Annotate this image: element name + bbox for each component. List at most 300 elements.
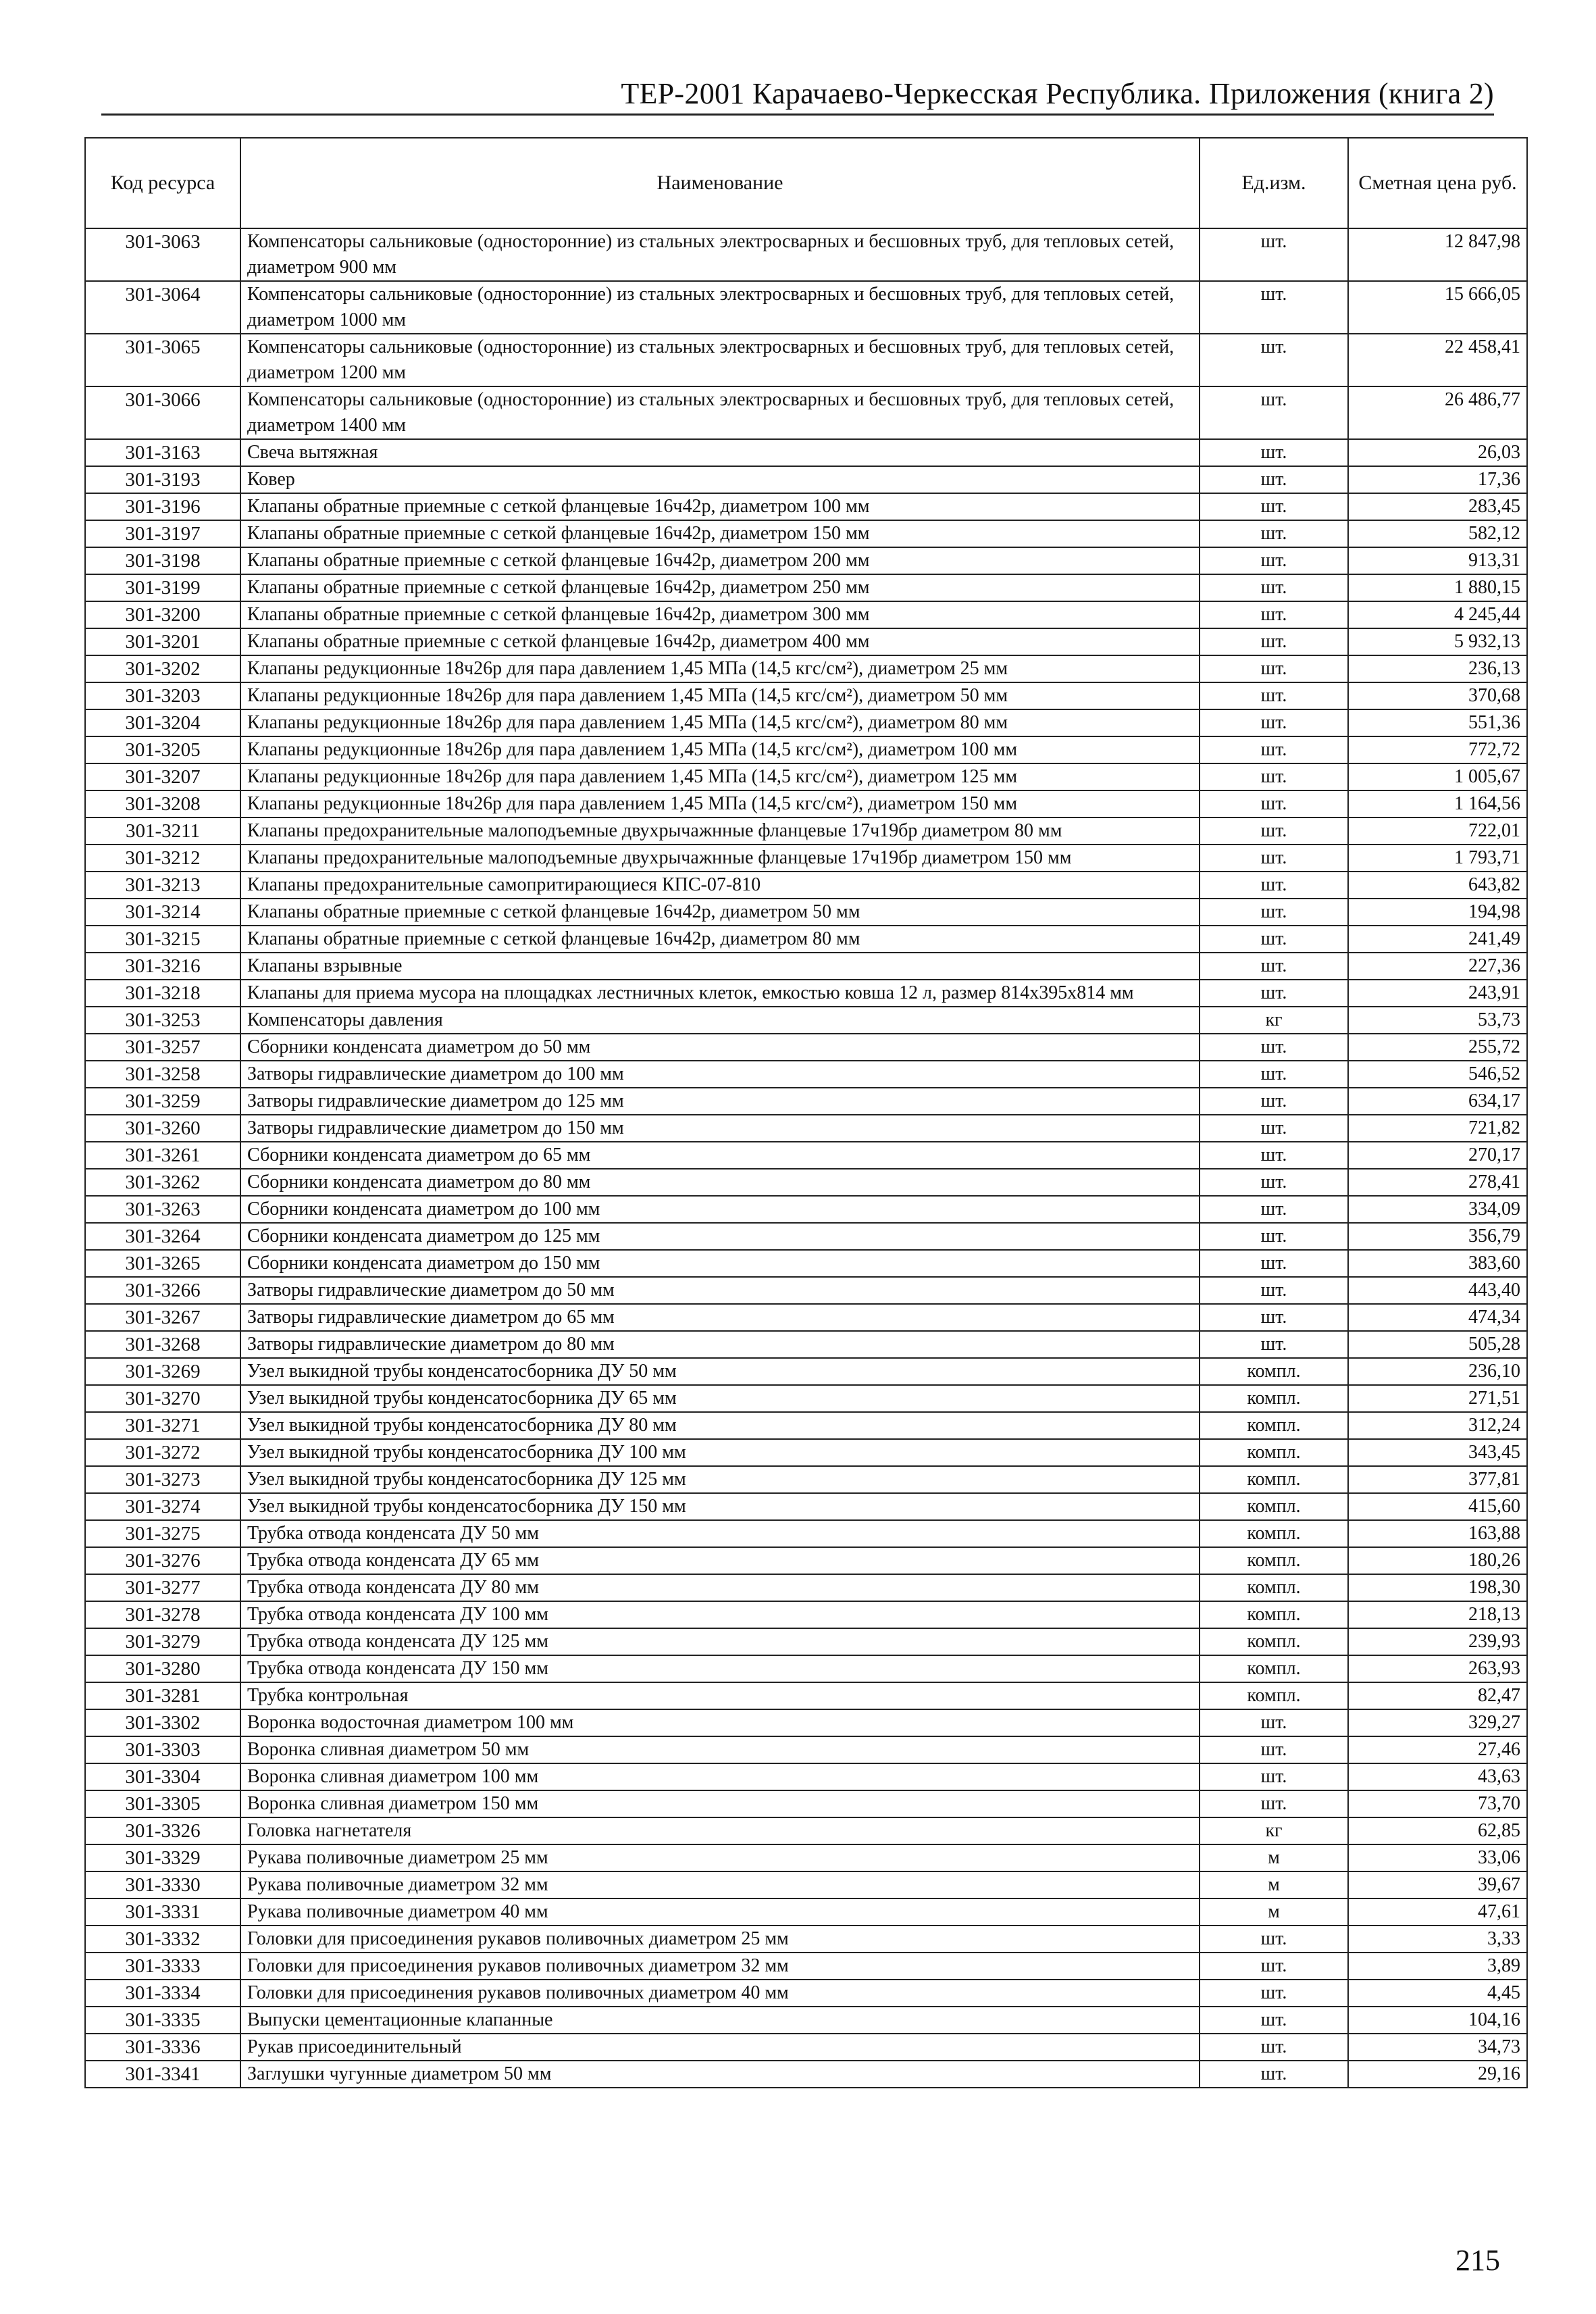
cell-name: Узел выкидной трубы конденсатосборника ДУ 80 мм: [240, 1412, 1200, 1439]
cell-code: 301-3261: [85, 1142, 240, 1169]
cell-unit: кг: [1200, 1817, 1348, 1844]
table-row: [85, 628, 1527, 655]
cell-code: 301-3212: [85, 845, 240, 872]
cell-price: 722,01: [1348, 818, 1527, 845]
cell-code: 301-3305: [85, 1790, 240, 1817]
cell-price: 4 245,44: [1348, 601, 1527, 628]
cell-unit: кг: [1200, 1007, 1348, 1034]
table-row: [85, 926, 1527, 953]
cell-price: 5 932,13: [1348, 628, 1527, 655]
table-row: [85, 899, 1527, 926]
cell-price: 47,61: [1348, 1898, 1527, 1926]
cell-unit: шт.: [1200, 1250, 1348, 1277]
cell-code: 301-3336: [85, 2034, 240, 2061]
table-row: [85, 1601, 1527, 1628]
cell-name: Затворы гидравлические диаметром до 50 мм: [240, 1277, 1200, 1304]
cell-code: 301-3303: [85, 1736, 240, 1763]
cell-name: Головки для присоединения рукавов поливочных диаметром 32 мм: [240, 1953, 1200, 1980]
table-row: [85, 1061, 1527, 1088]
cell-unit: шт.: [1200, 845, 1348, 872]
table-row: [85, 493, 1527, 520]
cell-unit: шт.: [1200, 1736, 1348, 1763]
cell-price: 283,45: [1348, 493, 1527, 520]
cell-unit: шт.: [1200, 281, 1348, 334]
cell-name: Клапаны редукционные 18ч26р для пара давлением 1,45 МПа (14,5 кгс/см²), диаметром 100 мм: [240, 736, 1200, 763]
cell-code: 301-3260: [85, 1115, 240, 1142]
cell-name: Трубка отвода конденсата ДУ 125 мм: [240, 1628, 1200, 1655]
cell-name: Клапаны обратные приемные с сеткой фланцевые 16ч42р, диаметром 150 мм: [240, 520, 1200, 547]
cell-name: Ковер: [240, 466, 1200, 493]
cell-unit: компл.: [1200, 1439, 1348, 1466]
table-row: [85, 1277, 1527, 1304]
cell-price: 343,45: [1348, 1439, 1527, 1466]
cell-unit: шт.: [1200, 790, 1348, 818]
cell-code: 301-3203: [85, 682, 240, 709]
cell-code: 301-3278: [85, 1601, 240, 1628]
cell-code: 301-3063: [85, 228, 240, 281]
cell-code: 301-3205: [85, 736, 240, 763]
cell-code: 301-3273: [85, 1466, 240, 1493]
cell-unit: шт.: [1200, 926, 1348, 953]
cell-unit: шт.: [1200, 980, 1348, 1007]
cell-price: 913,31: [1348, 547, 1527, 574]
cell-unit: шт.: [1200, 1277, 1348, 1304]
table-row: [85, 682, 1527, 709]
cell-code: 301-3264: [85, 1223, 240, 1250]
cell-unit: шт.: [1200, 872, 1348, 899]
cell-code: 301-3207: [85, 763, 240, 790]
cell-name: Трубка отвода конденсата ДУ 50 мм: [240, 1520, 1200, 1547]
cell-code: 301-3204: [85, 709, 240, 736]
cell-name: Трубка отвода конденсата ДУ 100 мм: [240, 1601, 1200, 1628]
cell-price: 43,63: [1348, 1763, 1527, 1790]
table-row: [85, 334, 1527, 386]
cell-name: Клапаны обратные приемные с сеткой фланцевые 16ч42р, диаметром 50 мм: [240, 899, 1200, 926]
cell-name: Рукава поливочные диаметром 25 мм: [240, 1844, 1200, 1871]
table-row: [85, 1871, 1527, 1898]
table-row: [85, 1628, 1527, 1655]
cell-name: Узел выкидной трубы конденсатосборника ДУ 100 мм: [240, 1439, 1200, 1466]
table-row: [85, 953, 1527, 980]
cell-code: 301-3304: [85, 1763, 240, 1790]
cell-name: Компенсаторы сальниковые (односторонние) из стальных электросварных и бесшовных труб, для тепловых сетей, диаметром 900 мм: [240, 228, 1200, 281]
cell-price: 377,81: [1348, 1466, 1527, 1493]
cell-unit: компл.: [1200, 1682, 1348, 1709]
cell-code: 301-3266: [85, 1277, 240, 1304]
cell-unit: шт.: [1200, 1196, 1348, 1223]
cell-price: 443,40: [1348, 1277, 1527, 1304]
cell-name: Воронка сливная диаметром 100 мм: [240, 1763, 1200, 1790]
cell-name: Клапаны редукционные 18ч26р для пара давлением 1,45 МПа (14,5 кгс/см²), диаметром 25 мм: [240, 655, 1200, 682]
cell-code: 301-3211: [85, 818, 240, 845]
cell-code: 301-3280: [85, 1655, 240, 1682]
cell-price: 236,13: [1348, 655, 1527, 682]
cell-name: Головка нагнетателя: [240, 1817, 1200, 1844]
cell-price: 26,03: [1348, 439, 1527, 466]
cell-price: 22 458,41: [1348, 334, 1527, 386]
cell-name: Головки для присоединения рукавов поливочных диаметром 40 мм: [240, 1980, 1200, 2007]
table-row: [85, 2034, 1527, 2061]
table-row: [85, 1763, 1527, 1790]
cell-code: 301-3332: [85, 1926, 240, 1953]
price-table-container: [84, 137, 1526, 2088]
cell-name: Компенсаторы сальниковые (односторонние) из стальных электросварных и бесшовных труб, для тепловых сетей, диаметром 1400 мм: [240, 386, 1200, 439]
cell-name: Затворы гидравлические диаметром до 150 мм: [240, 1115, 1200, 1142]
cell-name: Клапаны редукционные 18ч26р для пара давлением 1,45 МПа (14,5 кгс/см²), диаметром 150 мм: [240, 790, 1200, 818]
cell-unit: шт.: [1200, 1223, 1348, 1250]
cell-code: 301-3064: [85, 281, 240, 334]
cell-code: 301-3193: [85, 466, 240, 493]
table-row: [85, 1926, 1527, 1953]
column-header-code: Код ресурса: [85, 138, 240, 228]
cell-price: 82,47: [1348, 1682, 1527, 1709]
table-row: [85, 1953, 1527, 1980]
cell-name: Компенсаторы сальниковые (односторонние) из стальных электросварных и бесшовных труб, для тепловых сетей, диаметром 1000 мм: [240, 281, 1200, 334]
cell-unit: шт.: [1200, 763, 1348, 790]
cell-unit: компл.: [1200, 1655, 1348, 1682]
cell-unit: шт.: [1200, 1088, 1348, 1115]
cell-price: 643,82: [1348, 872, 1527, 899]
table-row: [85, 547, 1527, 574]
cell-code: 301-3196: [85, 493, 240, 520]
cell-price: 241,49: [1348, 926, 1527, 953]
cell-code: 301-3272: [85, 1439, 240, 1466]
cell-name: Заглушки чугунные диаметром 50 мм: [240, 2061, 1200, 2088]
cell-price: 721,82: [1348, 1115, 1527, 1142]
cell-unit: шт.: [1200, 2061, 1348, 2088]
table-row: [85, 655, 1527, 682]
table-row: [85, 1980, 1527, 2007]
cell-price: 4,45: [1348, 1980, 1527, 2007]
cell-price: 227,36: [1348, 953, 1527, 980]
cell-price: 73,70: [1348, 1790, 1527, 1817]
cell-name: Узел выкидной трубы конденсатосборника ДУ 125 мм: [240, 1466, 1200, 1493]
cell-unit: шт.: [1200, 1953, 1348, 1980]
cell-name: Узел выкидной трубы конденсатосборника ДУ 65 мм: [240, 1385, 1200, 1412]
cell-code: 301-3263: [85, 1196, 240, 1223]
cell-price: 62,85: [1348, 1817, 1527, 1844]
cell-code: 301-3331: [85, 1898, 240, 1926]
cell-code: 301-3201: [85, 628, 240, 655]
table-row: [85, 736, 1527, 763]
cell-code: 301-3329: [85, 1844, 240, 1871]
page-number: 215: [1456, 2244, 1500, 2277]
cell-code: 301-3275: [85, 1520, 240, 1547]
table-row: [85, 818, 1527, 845]
cell-code: 301-3258: [85, 1061, 240, 1088]
cell-code: 301-3199: [85, 574, 240, 601]
cell-code: 301-3216: [85, 953, 240, 980]
table-row: [85, 1709, 1527, 1736]
table-row: [85, 466, 1527, 493]
cell-code: 301-3334: [85, 1980, 240, 2007]
table-row: [85, 601, 1527, 628]
table-row: [85, 1385, 1527, 1412]
table-row: [85, 1412, 1527, 1439]
cell-code: 301-3281: [85, 1682, 240, 1709]
table-row: [85, 574, 1527, 601]
cell-name: Клапаны предохранительные малоподъемные двухрычажнные фланцевые 17ч19бр диаметром 80 мм: [240, 818, 1200, 845]
cell-unit: шт.: [1200, 1304, 1348, 1331]
cell-name: Компенсаторы сальниковые (односторонние) из стальных электросварных и бесшовных труб, для тепловых сетей, диаметром 1200 мм: [240, 334, 1200, 386]
cell-name: Воронка сливная диаметром 50 мм: [240, 1736, 1200, 1763]
table-row: [85, 1520, 1527, 1547]
cell-name: Рукав присоединительный: [240, 2034, 1200, 2061]
cell-price: 383,60: [1348, 1250, 1527, 1277]
cell-code: 301-3253: [85, 1007, 240, 1034]
cell-price: 239,93: [1348, 1628, 1527, 1655]
cell-unit: компл.: [1200, 1547, 1348, 1574]
cell-name: Воронка водосточная диаметром 100 мм: [240, 1709, 1200, 1736]
cell-unit: шт.: [1200, 1331, 1348, 1358]
cell-code: 301-3259: [85, 1088, 240, 1115]
cell-unit: м: [1200, 1844, 1348, 1871]
cell-unit: шт.: [1200, 1980, 1348, 2007]
cell-name: Узел выкидной трубы конденсатосборника ДУ 150 мм: [240, 1493, 1200, 1520]
cell-unit: шт.: [1200, 228, 1348, 281]
cell-price: 33,06: [1348, 1844, 1527, 1871]
table-row: [85, 1439, 1527, 1466]
cell-name: Клапаны для приема мусора на площадках лестничных клеток, емкостью ковша 12 л, размер 814х395х814 мм: [240, 980, 1200, 1007]
cell-price: 1 880,15: [1348, 574, 1527, 601]
cell-price: 551,36: [1348, 709, 1527, 736]
cell-unit: шт.: [1200, 520, 1348, 547]
cell-name: Клапаны редукционные 18ч26р для пара давлением 1,45 МПа (14,5 кгс/см²), диаметром 125 мм: [240, 763, 1200, 790]
cell-unit: компл.: [1200, 1520, 1348, 1547]
table-row: [85, 1358, 1527, 1385]
cell-code: 301-3279: [85, 1628, 240, 1655]
table-row: [85, 1574, 1527, 1601]
cell-price: 329,27: [1348, 1709, 1527, 1736]
table-row: [85, 980, 1527, 1007]
cell-price: 278,41: [1348, 1169, 1527, 1196]
table-header: [85, 138, 1527, 228]
cell-name: Клапаны обратные приемные с сеткой фланцевые 16ч42р, диаметром 100 мм: [240, 493, 1200, 520]
cell-unit: шт.: [1200, 2034, 1348, 2061]
cell-price: 17,36: [1348, 466, 1527, 493]
table-row: [85, 1304, 1527, 1331]
cell-price: 474,34: [1348, 1304, 1527, 1331]
cell-price: 634,17: [1348, 1088, 1527, 1115]
cell-name: Выпуски цементационные клапанные: [240, 2007, 1200, 2034]
cell-name: Клапаны обратные приемные с сеткой фланцевые 16ч42р, диаметром 200 мм: [240, 547, 1200, 574]
cell-unit: компл.: [1200, 1601, 1348, 1628]
cell-unit: шт.: [1200, 547, 1348, 574]
cell-price: 12 847,98: [1348, 228, 1527, 281]
cell-name: Сборники конденсата диаметром до 125 мм: [240, 1223, 1200, 1250]
cell-code: 301-3208: [85, 790, 240, 818]
cell-name: Сборники конденсата диаметром до 50 мм: [240, 1034, 1200, 1061]
cell-name: Затворы гидравлические диаметром до 125 мм: [240, 1088, 1200, 1115]
cell-code: 301-3213: [85, 872, 240, 899]
cell-price: 263,93: [1348, 1655, 1527, 1682]
cell-code: 301-3276: [85, 1547, 240, 1574]
cell-name: Рукава поливочные диаметром 32 мм: [240, 1871, 1200, 1898]
table-row: [85, 1493, 1527, 1520]
cell-name: Клапаны редукционные 18ч26р для пара давлением 1,45 МПа (14,5 кгс/см²), диаметром 80 мм: [240, 709, 1200, 736]
cell-name: Клапаны предохранительные самопритирающиеся КПС-07-810: [240, 872, 1200, 899]
table-row: [85, 386, 1527, 439]
table-row: [85, 1790, 1527, 1817]
cell-price: 356,79: [1348, 1223, 1527, 1250]
cell-price: 180,26: [1348, 1547, 1527, 1574]
cell-name: Сборники конденсата диаметром до 100 мм: [240, 1196, 1200, 1223]
table-row: [85, 1007, 1527, 1034]
table-row: [85, 1817, 1527, 1844]
table-row: [85, 845, 1527, 872]
cell-unit: м: [1200, 1871, 1348, 1898]
cell-price: 53,73: [1348, 1007, 1527, 1034]
cell-unit: компл.: [1200, 1466, 1348, 1493]
table-row: [85, 1466, 1527, 1493]
table-row: [85, 1331, 1527, 1358]
cell-code: 301-3270: [85, 1385, 240, 1412]
cell-price: 3,33: [1348, 1926, 1527, 1953]
cell-code: 301-3265: [85, 1250, 240, 1277]
cell-price: 255,72: [1348, 1034, 1527, 1061]
cell-unit: шт.: [1200, 466, 1348, 493]
cell-name: Клапаны обратные приемные с сеткой фланцевые 16ч42р, диаметром 80 мм: [240, 926, 1200, 953]
table-row: [85, 1898, 1527, 1926]
table-row: [85, 1844, 1527, 1871]
cell-code: 301-3268: [85, 1331, 240, 1358]
cell-name: Трубка отвода конденсата ДУ 80 мм: [240, 1574, 1200, 1601]
cell-code: 301-3333: [85, 1953, 240, 1980]
cell-price: 39,67: [1348, 1871, 1527, 1898]
table-row: [85, 1034, 1527, 1061]
cell-price: 312,24: [1348, 1412, 1527, 1439]
column-header-unit: Ед.изм.: [1200, 138, 1348, 228]
cell-unit: компл.: [1200, 1628, 1348, 1655]
cell-code: 301-3066: [85, 386, 240, 439]
cell-price: 236,10: [1348, 1358, 1527, 1385]
cell-code: 301-3335: [85, 2007, 240, 2034]
cell-unit: шт.: [1200, 1763, 1348, 1790]
table-row: [85, 1655, 1527, 1682]
cell-code: 301-3215: [85, 926, 240, 953]
cell-code: 301-3271: [85, 1412, 240, 1439]
table-row: [85, 1115, 1527, 1142]
cell-price: 415,60: [1348, 1493, 1527, 1520]
table-row: [85, 709, 1527, 736]
cell-unit: м: [1200, 1898, 1348, 1926]
cell-unit: шт.: [1200, 1926, 1348, 1953]
cell-code: 301-3274: [85, 1493, 240, 1520]
cell-price: 505,28: [1348, 1331, 1527, 1358]
cell-name: Трубка контрольная: [240, 1682, 1200, 1709]
cell-unit: компл.: [1200, 1412, 1348, 1439]
cell-price: 26 486,77: [1348, 386, 1527, 439]
table-row: [85, 1088, 1527, 1115]
cell-code: 301-3257: [85, 1034, 240, 1061]
cell-unit: шт.: [1200, 709, 1348, 736]
cell-unit: шт.: [1200, 1061, 1348, 1088]
table-row: [85, 790, 1527, 818]
cell-code: 301-3302: [85, 1709, 240, 1736]
table-row: [85, 1682, 1527, 1709]
cell-price: 15 666,05: [1348, 281, 1527, 334]
cell-unit: шт.: [1200, 736, 1348, 763]
cell-unit: шт.: [1200, 334, 1348, 386]
column-header-name: Наименование: [240, 138, 1200, 228]
table-row: [85, 228, 1527, 281]
price-table: [84, 137, 1528, 2088]
cell-price: 270,17: [1348, 1142, 1527, 1169]
cell-name: Компенсаторы давления: [240, 1007, 1200, 1034]
cell-name: Затворы гидравлические диаметром до 100 мм: [240, 1061, 1200, 1088]
table-row: [85, 1196, 1527, 1223]
cell-unit: шт.: [1200, 655, 1348, 682]
cell-name: Трубка отвода конденсата ДУ 150 мм: [240, 1655, 1200, 1682]
cell-unit: шт.: [1200, 1709, 1348, 1736]
cell-code: 301-3341: [85, 2061, 240, 2088]
cell-unit: компл.: [1200, 1493, 1348, 1520]
table-row: [85, 1547, 1527, 1574]
cell-price: 370,68: [1348, 682, 1527, 709]
cell-name: Клапаны взрывные: [240, 953, 1200, 980]
cell-code: 301-3277: [85, 1574, 240, 1601]
page-header: [101, 76, 1494, 116]
cell-price: 1 793,71: [1348, 845, 1527, 872]
cell-name: Сборники конденсата диаметром до 80 мм: [240, 1169, 1200, 1196]
table-row: [85, 763, 1527, 790]
cell-name: Затворы гидравлические диаметром до 65 мм: [240, 1304, 1200, 1331]
cell-price: 1 164,56: [1348, 790, 1527, 818]
cell-price: 198,30: [1348, 1574, 1527, 1601]
cell-unit: шт.: [1200, 818, 1348, 845]
cell-code: 301-3065: [85, 334, 240, 386]
cell-code: 301-3218: [85, 980, 240, 1007]
cell-name: Узел выкидной трубы конденсатосборника ДУ 50 мм: [240, 1358, 1200, 1385]
table-row: [85, 281, 1527, 334]
cell-code: 301-3269: [85, 1358, 240, 1385]
cell-code: 301-3200: [85, 601, 240, 628]
cell-price: 334,09: [1348, 1196, 1527, 1223]
cell-price: 104,16: [1348, 2007, 1527, 2034]
cell-name: Клапаны обратные приемные с сеткой фланцевые 16ч42р, диаметром 250 мм: [240, 574, 1200, 601]
cell-unit: шт.: [1200, 1142, 1348, 1169]
cell-name: Клапаны редукционные 18ч26р для пара давлением 1,45 МПа (14,5 кгс/см²), диаметром 50 мм: [240, 682, 1200, 709]
cell-code: 301-3267: [85, 1304, 240, 1331]
cell-unit: шт.: [1200, 682, 1348, 709]
cell-unit: компл.: [1200, 1358, 1348, 1385]
cell-name: Затворы гидравлические диаметром до 80 мм: [240, 1331, 1200, 1358]
cell-code: 301-3163: [85, 439, 240, 466]
table-row: [85, 1223, 1527, 1250]
cell-price: 194,98: [1348, 899, 1527, 926]
cell-price: 3,89: [1348, 1953, 1527, 1980]
cell-name: Клапаны обратные приемные с сеткой фланцевые 16ч42р, диаметром 300 мм: [240, 601, 1200, 628]
table-row: [85, 872, 1527, 899]
cell-code: 301-3198: [85, 547, 240, 574]
cell-name: Клапаны предохранительные малоподъемные двухрычажнные фланцевые 17ч19бр диаметром 150 мм: [240, 845, 1200, 872]
cell-code: 301-3262: [85, 1169, 240, 1196]
cell-price: 1 005,67: [1348, 763, 1527, 790]
cell-price: 218,13: [1348, 1601, 1527, 1628]
cell-name: Сборники конденсата диаметром до 65 мм: [240, 1142, 1200, 1169]
cell-name: Трубка отвода конденсата ДУ 65 мм: [240, 1547, 1200, 1574]
table-row: [85, 1169, 1527, 1196]
cell-unit: шт.: [1200, 1169, 1348, 1196]
cell-price: 34,73: [1348, 2034, 1527, 2061]
table-row: [85, 1142, 1527, 1169]
cell-code: 301-3197: [85, 520, 240, 547]
table-row: [85, 2061, 1527, 2088]
cell-price: 271,51: [1348, 1385, 1527, 1412]
cell-price: 546,52: [1348, 1061, 1527, 1088]
cell-code: 301-3330: [85, 1871, 240, 1898]
cell-unit: шт.: [1200, 574, 1348, 601]
